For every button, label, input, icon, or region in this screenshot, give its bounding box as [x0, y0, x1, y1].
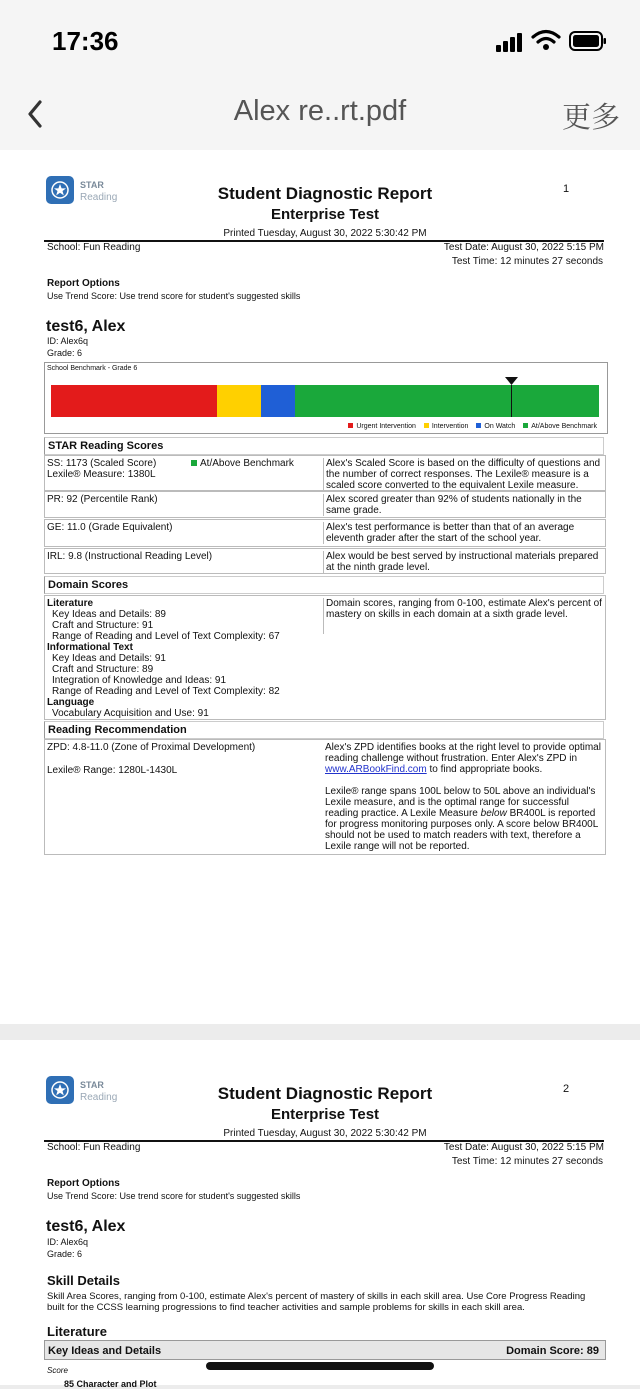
student-name: test6, Alex [46, 1218, 126, 1235]
legend-intervention: Intervention [431, 423, 469, 430]
key-ideas-heading: Key Ideas and Details [48, 1345, 162, 1357]
literature-heading: Literature [47, 1324, 107, 1339]
printed-date: Printed Tuesday, August 30, 2022 5:30:42 PM [223, 228, 427, 239]
student-id: ID: Alex6q [47, 336, 89, 346]
pdf-page-2[interactable] [0, 1040, 640, 1389]
benchmark-chart [44, 362, 608, 434]
score-column-header: Score [47, 1366, 68, 1375]
report-title: Student Diagnostic Report [217, 184, 433, 203]
document-title: Alex re..rt.pdf [233, 95, 407, 127]
logo-reading-text: Reading [80, 192, 118, 203]
percentile-row [44, 491, 606, 518]
lexile-measure: Lexile® Measure: 1380L [47, 469, 156, 480]
test-time: Test Time: 12 minutes 27 seconds [451, 1156, 603, 1167]
domain-language: Language [47, 697, 95, 708]
student-score-marker [511, 385, 512, 417]
grade-equivalent-description: Alex's test performance is better than that of an average eleventh grader after the start of the school year. [323, 522, 603, 544]
report-options-heading: Report Options [47, 1178, 120, 1189]
urgent-intervention-band [51, 385, 217, 417]
test-date: Test Date: August 30, 2022 5:15 PM [443, 1142, 604, 1153]
grade-equivalent: GE: 11.0 (Grade Equivalent) [47, 522, 173, 533]
domain-item: Integration of Knowledge and Ideas: 91 [52, 675, 227, 686]
scaled-score-description: Alex's Scaled Score is based on the difficulty of questions and the number of correct responses. The Lexile® measure is a scaled score converted to the equivalent Lexile measure. [323, 458, 603, 491]
school-name: School: Fun Reading [47, 1142, 141, 1153]
page-number: 2 [563, 1083, 570, 1095]
recommendation-heading: Reading Recommendation [44, 721, 604, 739]
domain-score: Domain Score: 89 [506, 1345, 599, 1357]
domain-item: Key Ideas and Details: 89 [52, 609, 166, 620]
student-grade: Grade: 6 [47, 1249, 83, 1259]
on-watch-band [261, 385, 295, 417]
irl-description: Alex would be best served by instructional materials prepared at the ninth grade level. [323, 551, 603, 573]
benchmark-status-badge: At/Above Benchmark [191, 458, 294, 469]
intervention-band [217, 385, 261, 417]
lexile-range: Lexile® Range: 1280L-1430L [47, 765, 178, 776]
navigation-bar [0, 80, 640, 150]
skill-details-heading: Skill Details [47, 1273, 120, 1288]
more-button[interactable]: 更多 [561, 102, 620, 134]
domain-list [47, 598, 317, 719]
instructional-reading-level: IRL: 9.8 (Instructional Reading Level) [47, 551, 213, 562]
scores-heading: STAR Reading Scores [44, 437, 604, 455]
domain-informational-text: Informational Text [47, 642, 133, 653]
pdf-page-1[interactable] [0, 150, 640, 1024]
domain-item: Range of Reading and Level of Text Complexity: 82 [52, 686, 280, 697]
student-grade: Grade: 6 [47, 348, 83, 358]
domain-heading: Domain Scores [44, 576, 604, 594]
home-indicator [206, 1362, 434, 1370]
percentile-rank: PR: 92 (Percentile Rank) [47, 494, 158, 505]
logo-reading-text: Reading [80, 1092, 118, 1103]
test-time: Test Time: 12 minutes 27 seconds [451, 256, 603, 267]
legend-urgent: Urgent Intervention [356, 423, 416, 430]
page-number: 1 [563, 183, 570, 195]
logo-star-text: STAR [80, 1080, 104, 1090]
benchmark-band [295, 385, 599, 417]
skill-row-cut: 85 Character and Plot [64, 1379, 157, 1389]
domain-item: Key Ideas and Details: 91 [52, 653, 166, 664]
domain-item: Range of Reading and Level of Text Complexity: 67 [52, 631, 280, 642]
legend-on-watch: On Watch [484, 423, 516, 430]
logo-star-text: STAR [80, 180, 104, 190]
report-options-text: Use Trend Score: Use trend score for student's suggested skills [47, 1191, 301, 1201]
clock: 17:36 [52, 26, 119, 56]
domain-scores-row [44, 595, 606, 720]
cellular-signal-icon [496, 32, 526, 52]
skill-details-text: Skill Area Scores, ranging from 0-100, estimate Alex's percent of mastery of skills in each skill area. Use Core Progress Reading built for the CCSS learning progressions to find teacher activities and sample problems for skills in each skill area. [47, 1291, 586, 1313]
battery-icon [569, 31, 607, 51]
student-name: test6, Alex [46, 318, 126, 335]
grade-equivalent-row [44, 519, 606, 547]
recommendation-description: Alex's ZPD identifies books at the right level to provide optimal reading challenge without frustration. Enter Alex's ZPD in www.ARBookFind.com to find appropriate books. Lexile® range spans 100L below to 50L above an individual's Lexile measure, and is the optimal range for successful reading practice. A Lexile Measure below BR400L is reported for progress monitoring purposes only. A score below BR400L should not be used to match readers with text, therefore a Lexile range will not be reported. [325, 742, 601, 852]
domain-item: Craft and Structure: 91 [52, 620, 154, 631]
zpd: ZPD: 4.8-11.0 (Zone of Proximal Development) [47, 742, 256, 753]
report-title: Student Diagnostic Report [217, 1084, 433, 1103]
school-name: School: Fun Reading [47, 242, 141, 253]
printed-date: Printed Tuesday, August 30, 2022 5:30:42 PM [223, 1128, 427, 1139]
recommendation-row [44, 739, 606, 855]
back-chevron-icon[interactable] [22, 96, 50, 132]
test-date: Test Date: August 30, 2022 5:15 PM [443, 242, 604, 253]
percentile-description: Alex scored greater than 92% of students nationally in the same grade. [323, 494, 603, 516]
student-id: ID: Alex6q [47, 1237, 89, 1247]
status-bar [0, 0, 640, 80]
key-ideas-header [44, 1340, 606, 1360]
arbookfind-link[interactable]: www.ARBookFind.com [325, 764, 427, 775]
irl-row [44, 548, 606, 574]
scaled-score-row [44, 455, 606, 491]
report-options-heading: Report Options [47, 278, 120, 289]
domain-description: Domain scores, ranging from 0-100, estimate Alex's percent of mastery on skills in each domain at a sixth grade level. [323, 598, 603, 634]
report-options-text: Use Trend Score: Use trend score for student's suggested skills [47, 291, 301, 301]
scaled-score: SS: 1173 (Scaled Score) [47, 458, 157, 469]
benchmark-label: School Benchmark - Grade 6 [47, 365, 138, 372]
domain-item: Craft and Structure: 89 [52, 664, 154, 675]
legend-benchmark: At/Above Benchmark [531, 423, 597, 430]
domain-literature: Literature [47, 598, 94, 609]
domain-item: Vocabulary Acquisition and Use: 91 [52, 708, 209, 719]
report-subtitle: Enterprise Test [270, 1106, 380, 1123]
benchmark-legend [342, 423, 597, 430]
wifi-icon [531, 29, 561, 51]
report-subtitle: Enterprise Test [270, 206, 380, 223]
score-marker-triangle-icon [505, 377, 518, 386]
